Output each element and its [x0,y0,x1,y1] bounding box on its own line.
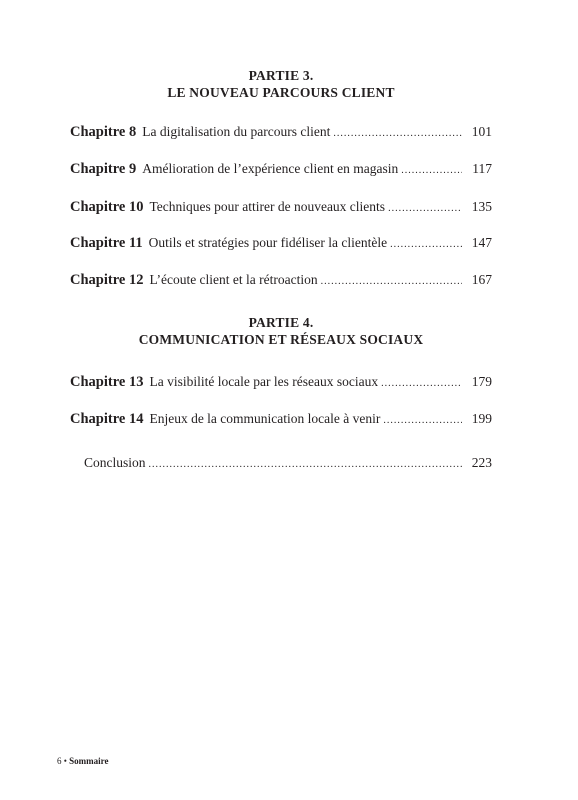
dot-leader [149,456,462,474]
toc-entry-chapitre-12[interactable] [70,271,492,289]
part-3-heading [70,67,492,101]
dot-leader [381,375,462,393]
chapter-title: La digitalisation du parcours client [142,124,331,139]
chapter-label: Chapitre 13 [70,374,144,390]
dot-leader [390,236,462,254]
part-3-title: LE NOUVEAU PARCOURS CLIENT [167,85,395,100]
chapter-title: L’écoute client et la rétroaction [149,272,318,287]
page-number: 101 [471,124,492,139]
dot-leader [333,125,462,143]
page-number: 135 [471,199,492,214]
page-number: 117 [472,161,492,176]
chapter-label: Chapitre 14 [70,411,144,427]
conclusion-title: Conclusion [84,455,146,470]
dot-leader [401,162,462,180]
toc-entry-conclusion[interactable] [84,454,492,472]
folio-number: 6 [57,756,62,766]
chapter-label: Chapitre 9 [70,161,137,177]
chapter-title: Techniques pour attirer de nouveaux clients [149,199,386,214]
folio-section: Sommaire [69,756,109,766]
chapter-label: Chapitre 11 [70,235,143,251]
chapter-title: La visibilité locale par les réseaux sociaux [149,374,379,389]
toc-entry-chapitre-9[interactable] [70,160,492,178]
toc-entry-chapitre-10[interactable] [70,198,492,216]
toc-entry-chapitre-11[interactable] [70,234,492,252]
page-number: 199 [471,411,492,426]
part-4-heading [70,314,492,348]
toc-entry-chapitre-14[interactable] [70,410,492,428]
chapter-title: Enjeux de la communication locale à venir [149,411,381,426]
dot-leader [388,200,462,218]
chapter-title: Outils et stratégies pour fidéliser la clientèle [148,235,388,250]
chapter-label: Chapitre 12 [70,272,144,288]
page-number: 179 [471,374,492,389]
part-3-number: PARTIE 3. [248,68,314,83]
chapter-title: Amélioration de l’expérience client en magasin [142,161,399,176]
page-number: 223 [471,455,492,470]
page-number: 167 [471,272,492,287]
toc-entry-chapitre-8[interactable] [70,123,492,141]
page-footer [57,756,108,767]
dot-leader [321,273,462,291]
chapter-label: Chapitre 8 [70,124,137,140]
toc-entry-chapitre-13[interactable] [70,373,492,391]
folio-separator: • [63,756,67,766]
part-4-number: PARTIE 4. [248,315,314,330]
chapter-label: Chapitre 10 [70,199,144,215]
part-4-title: COMMUNICATION ET RÉSEAUX SOCIAUX [138,332,424,347]
dot-leader [383,412,462,430]
page-number: 147 [471,235,492,250]
